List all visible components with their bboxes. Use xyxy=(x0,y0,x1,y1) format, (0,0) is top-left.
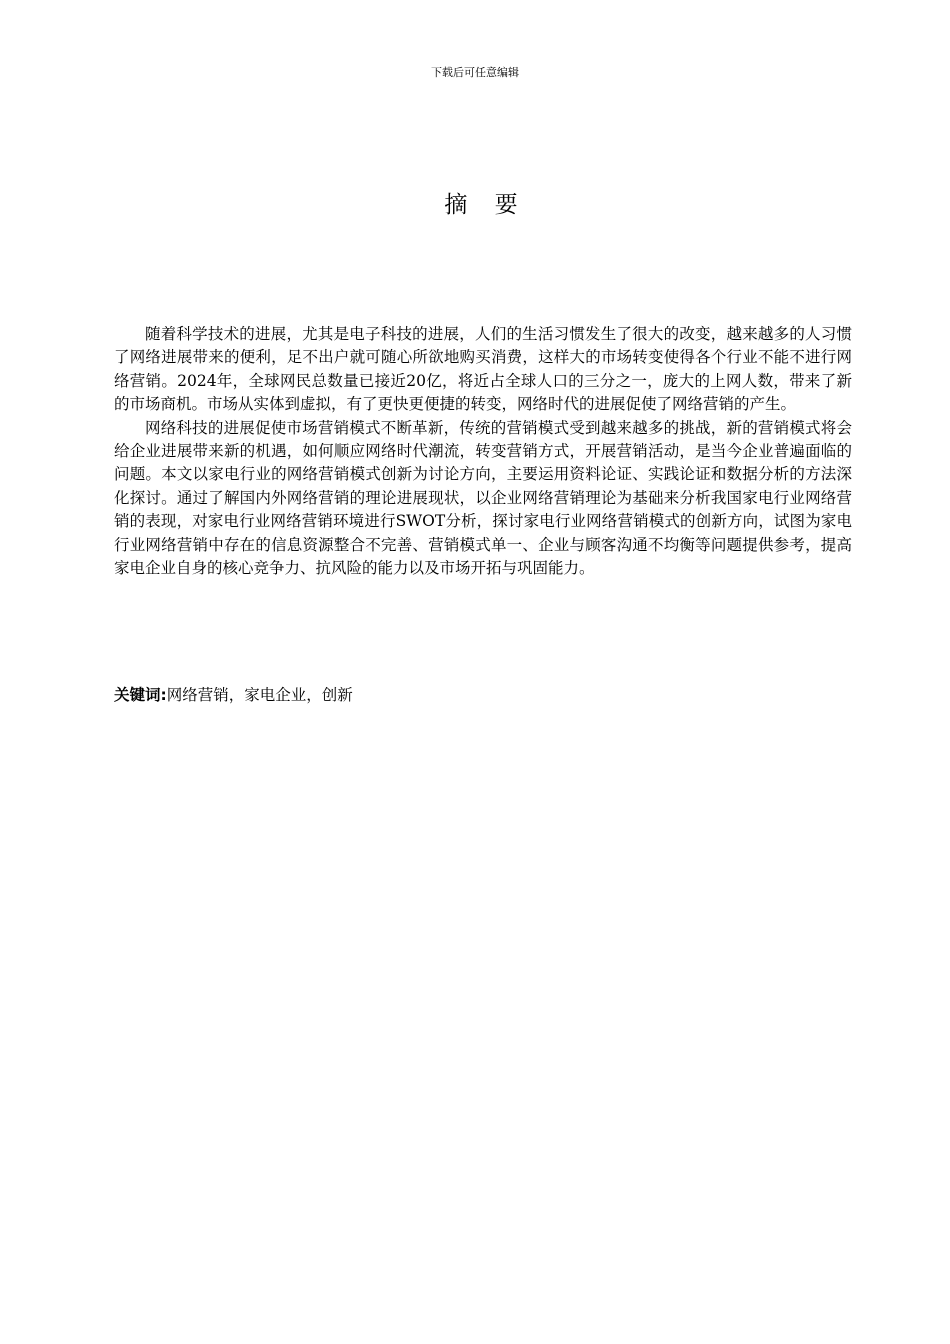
abstract-title: 摘 要 xyxy=(444,192,528,218)
abstract-body xyxy=(114,323,852,580)
keywords-label: 关键词: xyxy=(114,686,167,704)
abstract-paragraph-2: 网络科技的进展促使市场营销模式不断革新，传统的营销模式受到越来越多的挑战，新的营销模式将会给企业进展带来新的机遇，如何顺应网络时代潮流，转变营销方式，开展营销活动，是当今企业普遍面临的问题。本文以家电行业的网络营销模式创新为讨论方向，主要运用资料论证、实践论证和数据分析的方法深化探讨。通过了解国内外网络营销的理论进展现状，以企业网络营销理论为基础来分析我国家电行业网络营销的表现，对家电行业网络营销环境进行SWOT分析，探讨家电行业网络营销模式的创新方向，试图为家电行业网络营销中存在的信息资源整合不完善、营销模式单一、企业与顾客沟通不均衡等问题提供参考，提高家电企业自身的核心竞争力、抗风险的能力以及市场开拓与巩固能力。 xyxy=(114,418,852,578)
keywords-line xyxy=(114,684,852,707)
keywords-value: 网络营销，家电企业，创新 xyxy=(166,686,353,704)
header-note: 下载后可任意编辑 xyxy=(431,66,519,79)
abstract-paragraph-1: 随着科学技术的进展，尤其是电子科技的进展，人们的生活习惯发生了很大的改变，越来越多的人习惯了网络进展带来的便利，足不出户就可随心所欲地购买消费，这样大的市场转变使得各个行业不能不进行网络营销。2024年，全球网民总数量已接近20亿，将近占全球人口的三分之一，庞大的上网人数，带来了新的市场商机。市场从实体到虚拟，有了更快更便捷的转变，网络时代的进展促使了网络营销的产生。 xyxy=(114,325,852,414)
